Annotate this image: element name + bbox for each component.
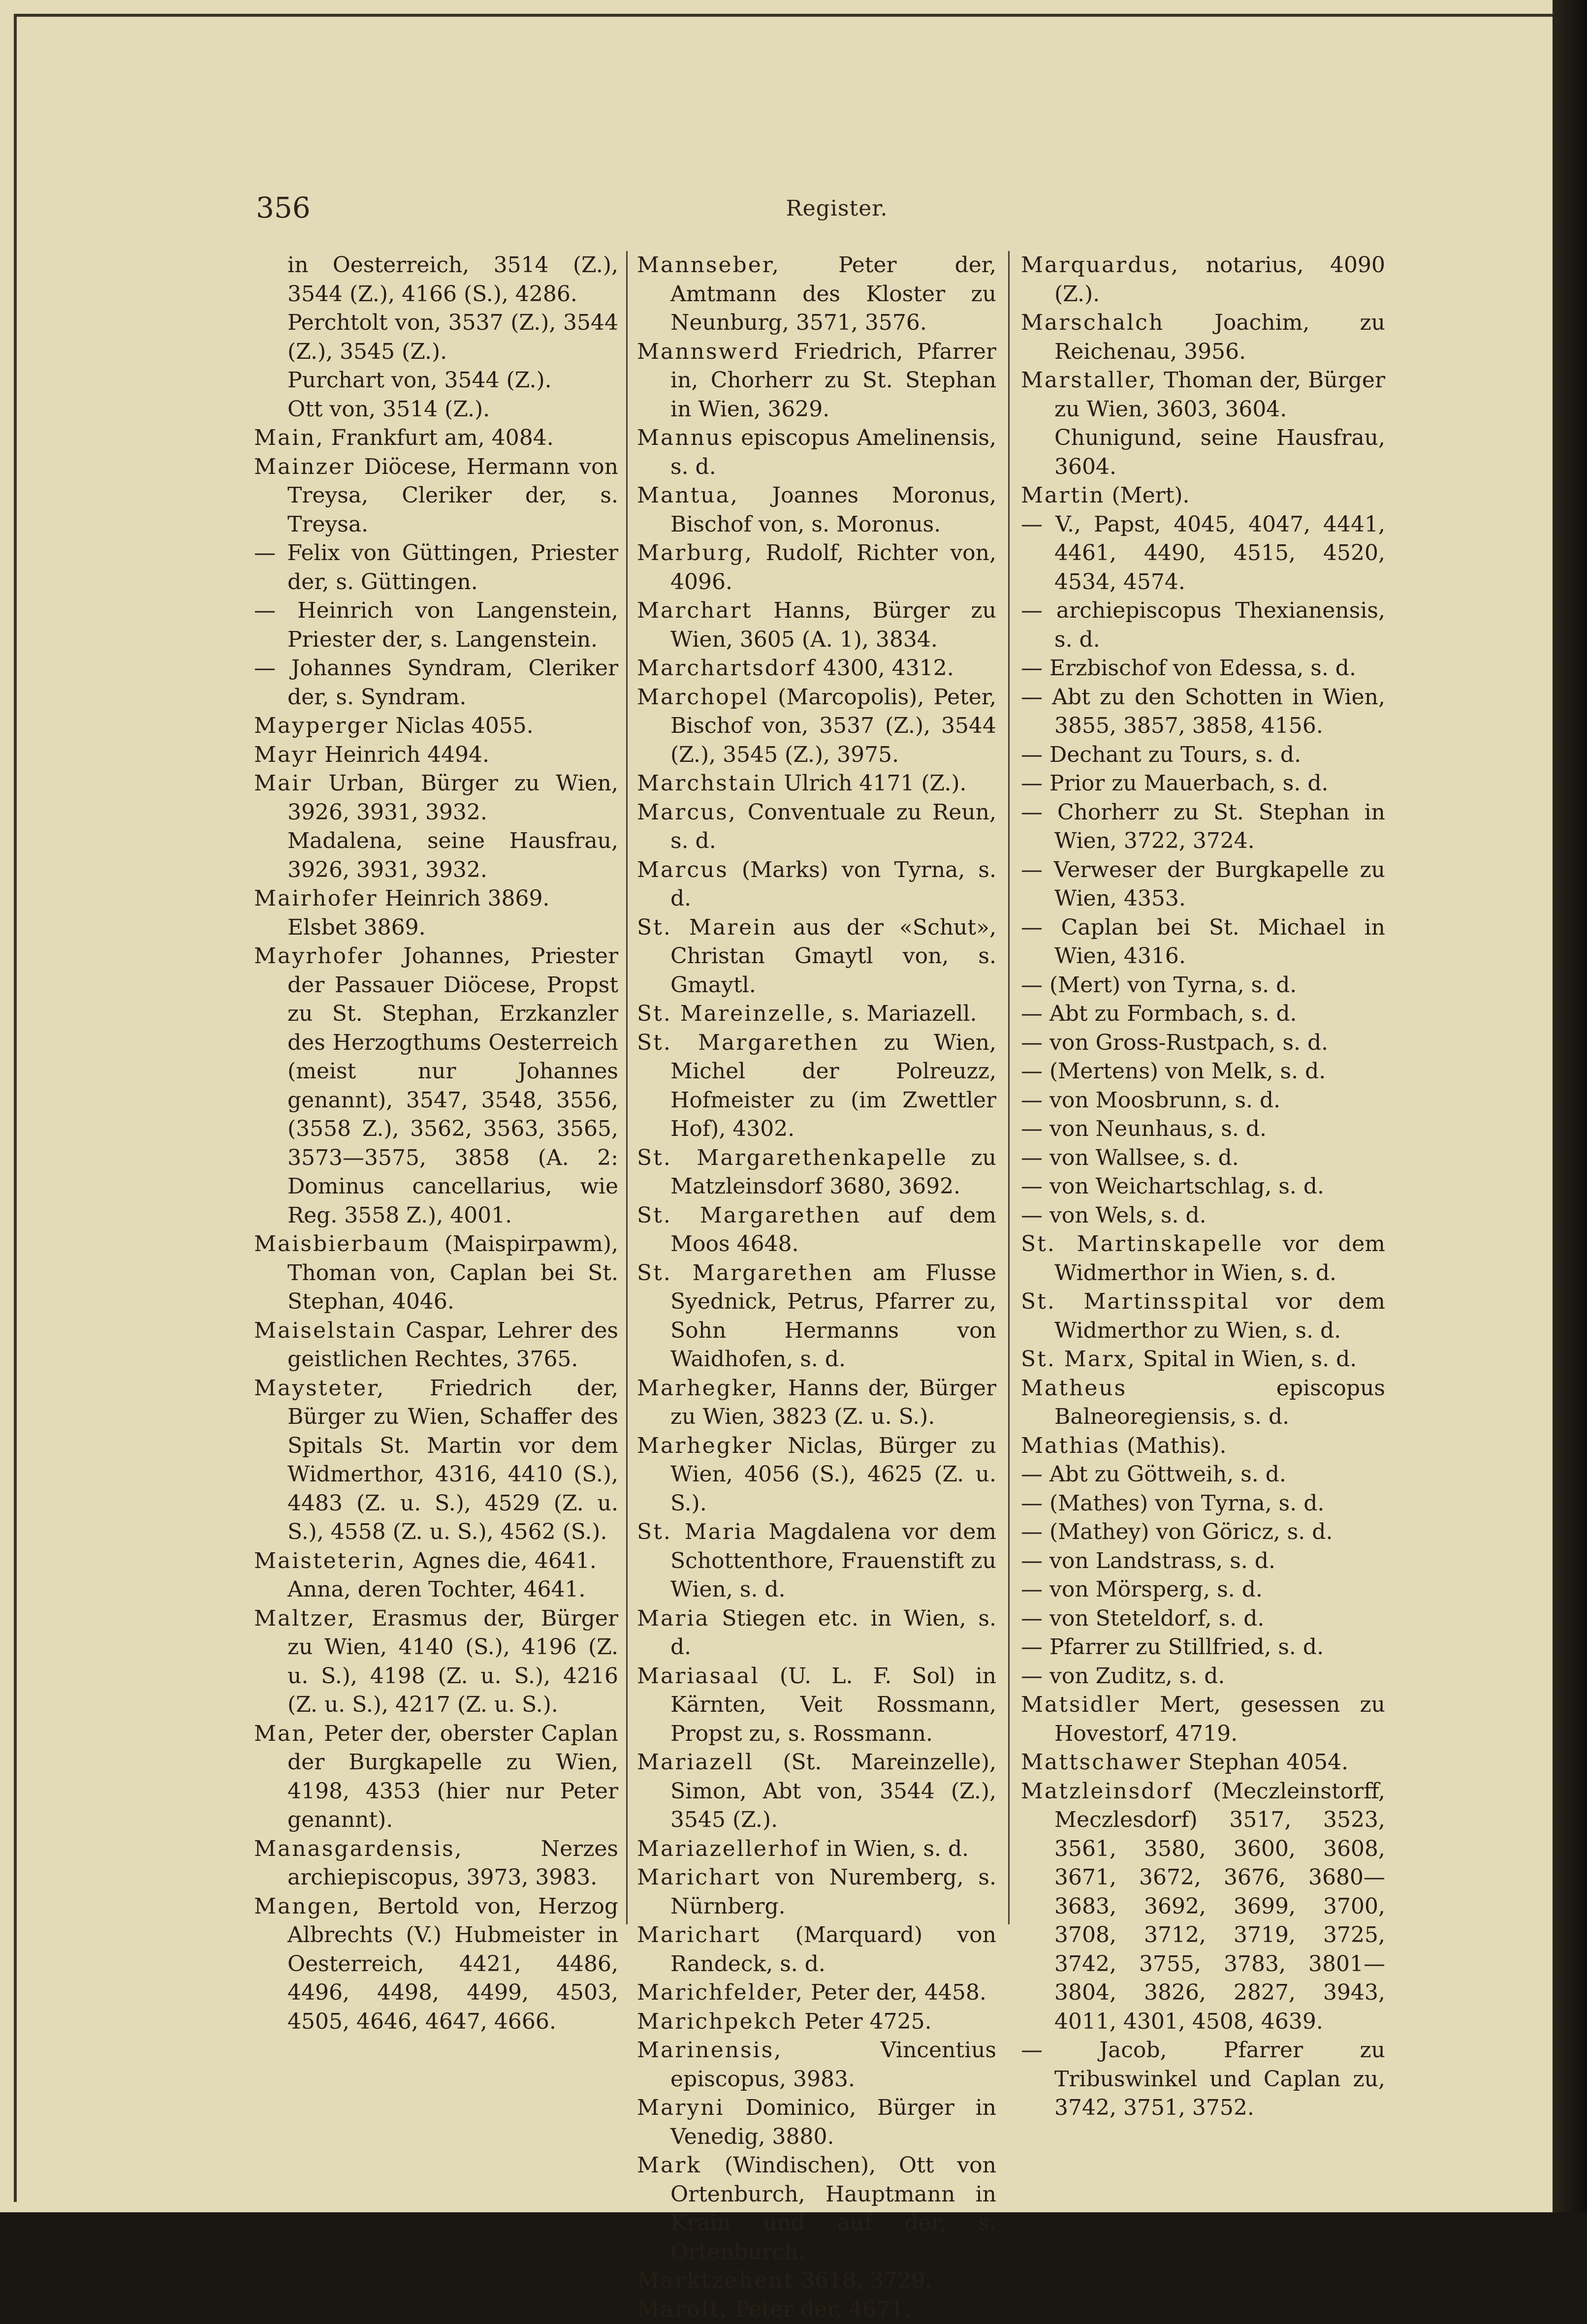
index-entry bbox=[1021, 424, 1385, 481]
index-entry bbox=[1021, 1748, 1385, 1777]
entry-text: in Oesterreich, 3514 (Z.), 3544 (Z.), 4166 (S.), 4286. bbox=[287, 252, 618, 307]
column-rule bbox=[626, 251, 628, 1924]
entry-headword: Marchopel bbox=[637, 685, 768, 710]
index-entry bbox=[1021, 597, 1385, 654]
entry-headword: Mannseber, bbox=[637, 252, 780, 278]
entry-text: aus der «Schut», Christan Gmaytl von, s. Gmaytl. bbox=[670, 915, 996, 998]
entry-text: Rudolf, Richter von, 4096. bbox=[670, 540, 996, 595]
entry-text: — von Gross-Rustpach, s. d. bbox=[1021, 1030, 1328, 1055]
entry-headword: Mayperger bbox=[254, 713, 389, 738]
index-entry bbox=[637, 1748, 996, 1835]
index-entry bbox=[637, 654, 996, 683]
entry-text: — Chorherr zu St. Stephan in Wien, 3722, 3724. bbox=[1021, 800, 1385, 854]
entry-text: von Nuremberg, s. Nürnberg. bbox=[670, 1865, 996, 1919]
entry-headword: Man, bbox=[254, 1721, 316, 1746]
index-entry bbox=[1021, 251, 1385, 309]
index-entry bbox=[637, 1000, 996, 1029]
entry-headword: Marichart bbox=[637, 1865, 761, 1890]
entry-headword: Marolt, bbox=[637, 2297, 729, 2322]
index-entry bbox=[1021, 1086, 1385, 1115]
index-entry bbox=[1021, 1575, 1385, 1604]
entry-headword: Matsidler bbox=[1021, 1692, 1140, 1717]
index-entry bbox=[254, 884, 618, 913]
entry-text: — Pfarrer zu Stillfried, s. d. bbox=[1021, 1634, 1324, 1660]
index-entry bbox=[637, 1259, 996, 1374]
entry-text: Bertold von, Herzog Albrechts (V.) Hubmeister in Oesterreich, 4421, 4486, 4496, 4498, 4499, 4503, 4505, 4646, 4647, 4666. bbox=[287, 1894, 618, 2034]
entry-text: — Johannes Syndram, Cleriker der, s. Syndram. bbox=[254, 656, 618, 710]
entry-headword: Mayr bbox=[254, 742, 317, 767]
entry-text: Peter der, 4458. bbox=[804, 1980, 986, 2005]
entry-headword: Marstaller, bbox=[1021, 368, 1157, 393]
index-entry bbox=[637, 338, 996, 424]
entry-text: zu Matzleinsdorf 3680, 3692. bbox=[670, 1145, 996, 1199]
entry-text: Heinrich 4494. bbox=[317, 742, 489, 767]
entry-text: — von Neunhaus, s. d. bbox=[1021, 1116, 1267, 1141]
index-entry bbox=[1021, 1432, 1385, 1461]
entry-headword: Maisteterin, bbox=[254, 1548, 406, 1573]
entry-text: — Abt zu Formbach, s. d. bbox=[1021, 1001, 1297, 1026]
entry-headword: Marichfelder, bbox=[637, 1980, 804, 2005]
entry-text: — V., Papst, 4045, 4047, 4441, 4461, 4490, 4515, 4520, 4534, 4574. bbox=[1021, 512, 1385, 595]
index-entry bbox=[637, 251, 996, 338]
index-column-1 bbox=[254, 251, 618, 1954]
entry-headword: Manasgardensis, bbox=[254, 1836, 463, 1861]
entry-text: Ott von, 3514 (Z.). bbox=[287, 397, 490, 422]
index-entry bbox=[254, 769, 618, 827]
index-entry bbox=[254, 366, 618, 395]
entry-text: Vincentius episcopus, 3983. bbox=[670, 2038, 996, 2092]
entry-text: Friedrich, Pfarrer in, Chorherr zu St. Stephan in Wien, 3629. bbox=[670, 339, 996, 422]
index-entry bbox=[637, 2036, 996, 2094]
index-entry bbox=[637, 913, 996, 1000]
entry-headword: St. Martinsspital bbox=[1021, 1289, 1249, 1314]
entry-text: Dominico, Bürger in Venedig, 3880. bbox=[670, 2095, 996, 2149]
column-rule bbox=[1008, 251, 1010, 1924]
entry-text: — Erzbischof von Edessa, s. d. bbox=[1021, 656, 1356, 681]
index-entry bbox=[1021, 366, 1385, 424]
index-entry bbox=[1021, 1777, 1385, 2037]
index-entry bbox=[1021, 1489, 1385, 1518]
entry-headword: Mathias bbox=[1021, 1433, 1120, 1458]
entry-text: auf dem Moos 4648. bbox=[670, 1203, 996, 1257]
running-header: Register. bbox=[738, 196, 935, 221]
entry-headword: St. Martinskapelle bbox=[1021, 1231, 1263, 1256]
entry-headword: Mariasaal bbox=[637, 1664, 760, 1689]
index-entry bbox=[637, 856, 996, 913]
index-entry bbox=[254, 1835, 618, 1892]
index-entry bbox=[254, 251, 618, 309]
entry-text: — Dechant zu Tours, s. d. bbox=[1021, 742, 1301, 767]
entry-headword: St. Margarethen bbox=[637, 1203, 861, 1228]
entry-text: — (Mathey) von Göricz, s. d. bbox=[1021, 1519, 1333, 1544]
entry-headword: Maisbierbaum bbox=[254, 1231, 430, 1256]
entry-text: am Flusse Syednick, Petrus, Pfarrer zu, Sohn Hermanns von Waidhofen, s. d. bbox=[670, 1260, 996, 1372]
index-entry bbox=[1021, 1144, 1385, 1173]
entry-text: — Prior zu Mauerbach, s. d. bbox=[1021, 771, 1328, 796]
page-binding-edge bbox=[1553, 0, 1587, 2212]
entry-text: 3618, 3729. bbox=[794, 2268, 932, 2293]
index-entry bbox=[1021, 741, 1385, 770]
entry-text: Thoman der, Bürger zu Wien, 3603, 3604. bbox=[1054, 368, 1385, 422]
index-entry bbox=[1021, 1460, 1385, 1489]
entry-headword: Mantua, bbox=[637, 483, 739, 508]
entry-text: — von Wels, s. d. bbox=[1021, 1203, 1206, 1228]
entry-text: (Marcopolis), Peter, Bischof von, 3537 (Z.), 3544 (Z.), 3545 (Z.), 3975. bbox=[670, 685, 996, 767]
entry-text: s. Mariazell. bbox=[835, 1001, 977, 1026]
index-entry bbox=[254, 827, 618, 884]
entry-text: Niclas, Bürger zu Wien, 4056 (S.), 4625 (Z. u. S.). bbox=[670, 1433, 996, 1516]
index-entry bbox=[637, 424, 996, 481]
index-entry bbox=[1021, 1000, 1385, 1029]
entry-headword: Marinensis, bbox=[637, 2038, 782, 2063]
index-entry bbox=[637, 1979, 996, 2008]
index-entry bbox=[637, 798, 996, 856]
entry-text: Madalena, seine Hausfrau, 3926, 3931, 3932. bbox=[287, 828, 618, 882]
entry-text: — von Mörsperg, s. d. bbox=[1021, 1577, 1263, 1602]
entry-text: — von Weichartschlag, s. d. bbox=[1021, 1174, 1324, 1199]
entry-text: — (Mathes) von Tyrna, s. d. bbox=[1021, 1491, 1324, 1516]
entry-headword: Matzleinsdorf bbox=[1021, 1779, 1192, 1804]
index-entry bbox=[254, 1374, 618, 1547]
entry-text: zu Wien, Michel der Polreuzz, Hofmeister zu (im Zwettler Hof), 4302. bbox=[670, 1030, 996, 1142]
index-entry bbox=[254, 1547, 618, 1576]
entry-text: Peter der, oberster Caplan der Burgkapelle zu Wien, 4198, 4353 (hier nur Peter genannt). bbox=[287, 1721, 618, 1833]
entry-text: — von Moosbrunn, s. d. bbox=[1021, 1088, 1280, 1113]
entry-headword: Mangen, bbox=[254, 1894, 361, 1919]
page-number: 356 bbox=[256, 191, 311, 224]
entry-headword: Marburg, bbox=[637, 540, 753, 565]
entry-text: Frankfurt am, 4084. bbox=[324, 425, 554, 450]
entry-text: in Wien, s. d. bbox=[819, 1836, 969, 1861]
index-entry bbox=[254, 1317, 618, 1374]
index-entry bbox=[254, 741, 618, 770]
entry-headword: Matheus bbox=[1021, 1376, 1127, 1401]
entry-headword: Mair bbox=[254, 771, 312, 796]
entry-headword: Mairhofer bbox=[254, 886, 378, 911]
entry-text: Stiegen etc. in Wien, s. d. bbox=[670, 1606, 996, 1660]
index-entry bbox=[1021, 1374, 1385, 1432]
entry-headword: Marhegker, bbox=[637, 1376, 779, 1401]
entry-headword: St. Margarethenkapelle bbox=[637, 1145, 948, 1170]
index-entry bbox=[254, 712, 618, 741]
index-column-3 bbox=[1021, 251, 1385, 1954]
index-entry bbox=[1021, 913, 1385, 971]
entry-text: Spital in Wien, s. d. bbox=[1136, 1347, 1357, 1372]
index-entry bbox=[637, 2008, 996, 2037]
index-entry bbox=[637, 2094, 996, 2151]
entry-text: (St. Mareinzelle), Simon, Abt von, 3544 (Z.), 3545 (Z.). bbox=[670, 1750, 996, 1832]
entry-headword: Marhegker bbox=[637, 1433, 773, 1458]
entry-text: — Heinrich von Langenstein, Priester der, s. Langenstein. bbox=[254, 598, 618, 652]
index-entry bbox=[254, 539, 618, 597]
index-entry bbox=[254, 654, 618, 712]
entry-text: episcopus Amelinensis, s. d. bbox=[670, 425, 996, 479]
index-entry bbox=[637, 1029, 996, 1144]
index-entry bbox=[1021, 1518, 1385, 1547]
index-entry bbox=[637, 1201, 996, 1259]
index-entry bbox=[637, 481, 996, 539]
index-entry bbox=[254, 1720, 618, 1835]
index-entry bbox=[1021, 1633, 1385, 1662]
index-entry bbox=[254, 942, 618, 1230]
entry-text: vor dem Widmerthor zu Wien, s. d. bbox=[1054, 1289, 1385, 1343]
entry-text: vor dem Widmerthor in Wien, s. d. bbox=[1054, 1231, 1385, 1286]
index-entry bbox=[1021, 1345, 1385, 1374]
entry-text: Purchart von, 3544 (Z.). bbox=[287, 368, 552, 393]
index-entry bbox=[1021, 309, 1385, 366]
entry-text: Elsbet 3869. bbox=[287, 915, 426, 940]
entry-text: (Windischen), Ott von Ortenburch, Hauptmann in Krain und auf der, s. Ortenburch. bbox=[670, 2153, 996, 2264]
index-entry bbox=[637, 1432, 996, 1518]
entry-headword: Mainzer bbox=[254, 454, 355, 479]
entry-headword: Main, bbox=[254, 425, 324, 450]
index-entry bbox=[254, 424, 618, 453]
entry-text: (Maispirpawm), Thoman von, Caplan bei St. Stephan, 4046. bbox=[287, 1231, 618, 1314]
entry-text: Perchtolt von, 3537 (Z.), 3544 (Z.), 3545 (Z.). bbox=[287, 310, 618, 364]
entry-text: 4300, 4312. bbox=[816, 656, 954, 681]
entry-text: Anna, deren Tochter, 4641. bbox=[287, 1577, 586, 1602]
index-entry bbox=[1021, 1288, 1385, 1345]
index-entry bbox=[637, 1518, 996, 1604]
entry-headword: Maysteter, bbox=[254, 1376, 385, 1401]
entry-text: Friedrich der, Bürger zu Wien, Schaffer des Spitals St. Martin vor dem Widmerthor, 4316, 4410 (S.), 4483 (Z. u. S.), 4529 (Z. u. S.), 4558 (Z. u. S.), 4562 (S.). bbox=[287, 1376, 618, 1545]
entry-headword: Mark bbox=[637, 2153, 701, 2178]
entry-text: — von Steteldorf, s. d. bbox=[1021, 1606, 1264, 1631]
index-entry bbox=[1021, 1662, 1385, 1691]
index-entry bbox=[254, 1604, 618, 1720]
index-entry bbox=[1021, 1115, 1385, 1144]
entry-text: Stephan 4054. bbox=[1181, 1750, 1348, 1775]
entry-headword: Marktzehent bbox=[637, 2268, 794, 2293]
index-entry bbox=[637, 1921, 996, 1979]
entry-text: Ulrich 4171 (Z.). bbox=[777, 771, 966, 796]
index-entry bbox=[1021, 510, 1385, 597]
entry-headword: Mariazellerhof bbox=[637, 1836, 819, 1861]
index-entry bbox=[1021, 1029, 1385, 1058]
index-entry bbox=[1021, 971, 1385, 1000]
entry-text: — von Landstrass, s. d. bbox=[1021, 1548, 1275, 1573]
entry-headword: Marcus, bbox=[637, 800, 737, 825]
entry-text: notarius, 4090 (Z.). bbox=[1054, 252, 1385, 307]
index-entry bbox=[637, 1863, 996, 1921]
entry-text: — von Wallsee, s. d. bbox=[1021, 1145, 1239, 1170]
index-entry bbox=[1021, 481, 1385, 510]
entry-text: Conventuale zu Reun, s. d. bbox=[670, 800, 996, 854]
index-entry bbox=[637, 683, 996, 770]
index-entry bbox=[1021, 1604, 1385, 1633]
entry-text: — Abt zu Göttweih, s. d. bbox=[1021, 1462, 1286, 1487]
index-entry bbox=[1021, 2036, 1385, 2123]
entry-text: (Meczleinstorff, Meczlesdorf) 3517, 3523, 3561, 3580, 3600, 3608, 3671, 3672, 3676, 3680—3683, 3692, 3699, 3700, 3708, 3712, 3719, 3725, 3742, 3755, 3783, 3801—3804, 3826, 2827, 3943, 4011, 4301, 4508, 4639. bbox=[1054, 1779, 1385, 2034]
index-entry bbox=[637, 2151, 996, 2266]
index-entry bbox=[254, 1230, 618, 1317]
index-entry bbox=[1021, 856, 1385, 913]
entry-text: (Marquard) von Randeck, s. d. bbox=[670, 1922, 996, 1977]
entry-text: — von Zuditz, s. d. bbox=[1021, 1664, 1225, 1689]
entry-headword: Mattschawer bbox=[1021, 1750, 1181, 1775]
index-entry bbox=[637, 2295, 996, 2324]
entry-headword: St. Marx, bbox=[1021, 1347, 1136, 1372]
entry-text: Hanns, Bürger zu Wien, 3605 (A. 1), 3834. bbox=[670, 598, 996, 652]
entry-headword: St. Margarethen bbox=[637, 1030, 859, 1055]
entry-text: Caspar, Lehrer des geistlichen Rechtes, 3765. bbox=[287, 1318, 618, 1372]
entry-text: (Marks) von Tyrna, s. d. bbox=[670, 857, 996, 911]
entry-text: Erasmus der, Bürger zu Wien, 4140 (S.), 4196 (Z. u. S.), 4198 (Z. u. S.), 4216 (Z. u. S.), 4217 (Z. u. S.). bbox=[287, 1606, 618, 1718]
entry-text: Joachim, zu Reichenau, 3956. bbox=[1054, 310, 1385, 364]
index-entry bbox=[254, 309, 618, 366]
entry-text: — (Mert) von Tyrna, s. d. bbox=[1021, 973, 1297, 998]
index-entry bbox=[1021, 654, 1385, 683]
entry-headword: Marschalch bbox=[1021, 310, 1164, 335]
entry-text: — (Mertens) von Melk, s. d. bbox=[1021, 1059, 1326, 1084]
index-entry bbox=[1021, 1230, 1385, 1288]
entry-text: Diöcese, Hermann von Treysa, Cleriker der, s. Treysa. bbox=[287, 454, 618, 537]
index-entry bbox=[637, 597, 996, 654]
entry-headword: Martin bbox=[1021, 483, 1105, 508]
index-entry bbox=[254, 1892, 618, 2037]
index-entry bbox=[254, 1575, 618, 1604]
entry-headword: Maryni bbox=[637, 2095, 725, 2120]
entry-headword: Marcus bbox=[637, 857, 729, 882]
entry-text: — Felix von Güttingen, Priester der, s. Güttingen. bbox=[254, 540, 618, 595]
index-entry bbox=[1021, 1691, 1385, 1748]
index-entry bbox=[637, 1374, 996, 1432]
entry-text: Peter der, 4671. bbox=[729, 2297, 911, 2322]
entry-headword: Maiselstain bbox=[254, 1318, 397, 1343]
index-entry bbox=[254, 395, 618, 424]
entry-headword: St. Marein bbox=[637, 915, 777, 940]
index-entry bbox=[1021, 769, 1385, 798]
index-entry bbox=[637, 769, 996, 798]
index-entry bbox=[1021, 1201, 1385, 1230]
entry-text: Johannes, Priester der Passauer Diöcese, Propst zu St. Stephan, Erzkanzler des Herzogthums Oesterreich (meist nur Johannes genannt), 3547, 3548, 3556, (3558 Z.), 3562, 3563, 3565, 3573—3575, 3858 (A. 2: Dominus cancellarius, wie Reg. 3558 Z.), 4001. bbox=[287, 943, 618, 1228]
index-entry bbox=[1021, 683, 1385, 741]
index-entry bbox=[254, 913, 618, 942]
index-entry bbox=[1021, 1057, 1385, 1086]
entry-headword: Maria bbox=[637, 1606, 710, 1631]
entry-headword: Maltzer, bbox=[254, 1606, 355, 1631]
entry-headword: Mariazell bbox=[637, 1750, 754, 1775]
entry-text: episcopus Balneoregiensis, s. d. bbox=[1054, 1376, 1385, 1430]
entry-text: — Jacob, Pfarrer zu Tribuswinkel und Caplan zu, 3742, 3751, 3752. bbox=[1021, 2038, 1385, 2120]
entry-headword: Mannswerd bbox=[637, 339, 780, 364]
entry-text: Hanns der, Bürger zu Wien, 3823 (Z. u. S.). bbox=[670, 1376, 996, 1430]
index-entry bbox=[637, 1835, 996, 1864]
index-entry bbox=[1021, 1172, 1385, 1201]
index-entry bbox=[637, 1144, 996, 1201]
entry-text: Peter 4725. bbox=[797, 2009, 931, 2034]
entry-text: (Mert). bbox=[1105, 483, 1189, 508]
entry-headword: St. Margarethen bbox=[637, 1260, 854, 1286]
entry-text: (Mathis). bbox=[1120, 1433, 1226, 1458]
index-entry bbox=[254, 453, 618, 539]
index-entry bbox=[1021, 1547, 1385, 1576]
entry-headword: Marichart bbox=[637, 1922, 761, 1947]
index-entry bbox=[637, 539, 996, 597]
index-entry bbox=[637, 2266, 996, 2295]
entry-text: Magdalena vor dem Schottenthore, Frauenstift zu Wien, s. d. bbox=[670, 1519, 996, 1602]
entry-text: Heinrich 3869. bbox=[378, 886, 550, 911]
index-column-2 bbox=[637, 251, 996, 1954]
entry-headword: Marquardus, bbox=[1021, 252, 1179, 278]
index-entry bbox=[637, 1662, 996, 1749]
entry-text: — archiepiscopus Thexianensis, s. d. bbox=[1021, 598, 1385, 652]
entry-text: — Abt zu den Schotten in Wien, 3855, 3857, 3858, 4156. bbox=[1021, 685, 1385, 739]
entry-headword: Mayrhofer bbox=[254, 943, 383, 969]
entry-headword: Marichpekch bbox=[637, 2009, 797, 2034]
entry-text: Nerzes archiepiscopus, 3973, 3983. bbox=[287, 1836, 618, 1890]
entry-headword: Marchstain bbox=[637, 771, 777, 796]
entry-text: — Caplan bei St. Michael in Wien, 4316. bbox=[1021, 915, 1385, 969]
entry-headword: St. Mareinzelle, bbox=[637, 1001, 835, 1026]
entry-headword: Marchart bbox=[637, 598, 752, 623]
index-entry bbox=[254, 597, 618, 654]
entry-text: (U. L. F. Sol) in Kärnten, Veit Rossmann, Propst zu, s. Rossmann. bbox=[670, 1664, 996, 1746]
entry-text: Chunigund, seine Hausfrau, 3604. bbox=[1054, 425, 1385, 479]
index-entry bbox=[1021, 798, 1385, 856]
entry-headword: Mannus bbox=[637, 425, 734, 450]
entry-text: Urban, Bürger zu Wien, 3926, 3931, 3932. bbox=[287, 771, 618, 825]
entry-text: Agnes die, 4641. bbox=[406, 1548, 597, 1573]
entry-headword: St. Maria bbox=[637, 1519, 757, 1544]
entry-text: — Verweser der Burgkapelle zu Wien, 4353. bbox=[1021, 857, 1385, 911]
entry-text: Niclas 4055. bbox=[389, 713, 534, 738]
entry-text: Joannes Moronus, Bischof von, s. Moronus. bbox=[670, 483, 996, 537]
entry-text: Peter der, Amtmann des Kloster zu Neunburg, 3571, 3576. bbox=[670, 252, 996, 335]
entry-headword: Marchartsdorf bbox=[637, 656, 816, 681]
index-entry bbox=[637, 1604, 996, 1662]
entry-text: Mert, gesessen zu Hovestorf, 4719. bbox=[1054, 1692, 1385, 1746]
